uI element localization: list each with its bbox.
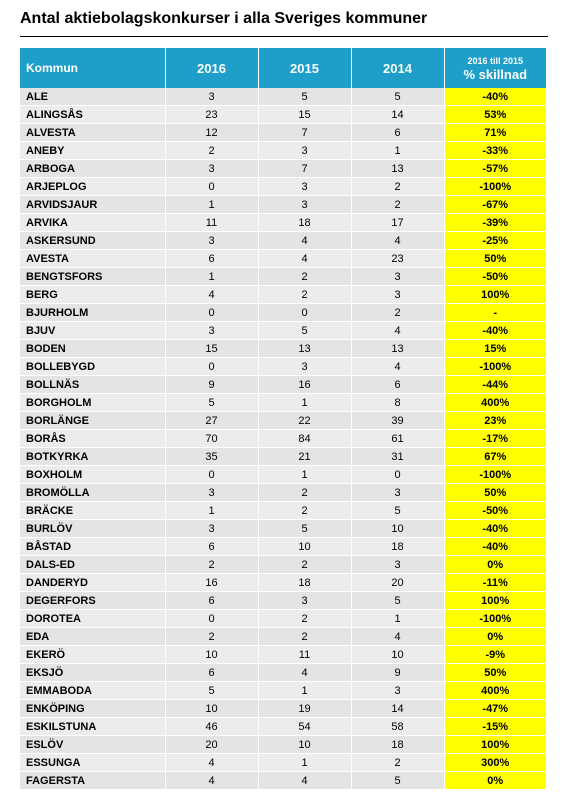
cell-kommun: DANDERYD [20, 574, 165, 592]
cell-2014: 4 [351, 358, 444, 376]
cell-kommun: ALE [20, 88, 165, 106]
cell-pct-change: -40% [444, 538, 546, 556]
header-2015: 2015 [258, 48, 351, 88]
cell-2015: 3 [258, 358, 351, 376]
cell-2015: 2 [258, 268, 351, 286]
cell-pct-change: 400% [444, 394, 546, 412]
cell-pct-change: -50% [444, 268, 546, 286]
cell-pct-change: 0% [444, 628, 546, 646]
cell-2015: 3 [258, 178, 351, 196]
cell-2016: 2 [165, 556, 258, 574]
cell-pct-change: -67% [444, 196, 546, 214]
cell-2015: 18 [258, 574, 351, 592]
cell-2014: 3 [351, 556, 444, 574]
cell-2014: 1 [351, 610, 444, 628]
cell-pct-change: -33% [444, 142, 546, 160]
cell-2014: 3 [351, 286, 444, 304]
cell-2014: 17 [351, 214, 444, 232]
cell-2016: 6 [165, 664, 258, 682]
cell-2016: 2 [165, 142, 258, 160]
table-row [20, 754, 546, 772]
cell-2014: 2 [351, 178, 444, 196]
cell-pct-change: -40% [444, 322, 546, 340]
cell-2014: 5 [351, 88, 444, 106]
cell-kommun: EMMABODA [20, 682, 165, 700]
table-row [20, 358, 546, 376]
cell-kommun: AVESTA [20, 250, 165, 268]
cell-pct-change: -40% [444, 520, 546, 538]
cell-2014: 4 [351, 322, 444, 340]
cell-kommun: DEGERFORS [20, 592, 165, 610]
cell-2014: 2 [351, 754, 444, 772]
cell-2014: 13 [351, 160, 444, 178]
cell-kommun: ARBOGA [20, 160, 165, 178]
cell-2016: 10 [165, 700, 258, 718]
cell-kommun: ESSUNGA [20, 754, 165, 772]
cell-2014: 5 [351, 592, 444, 610]
cell-2015: 1 [258, 682, 351, 700]
table-header-row [20, 48, 546, 88]
cell-2015: 1 [258, 466, 351, 484]
table-row [20, 736, 546, 754]
cell-pct-change: -57% [444, 160, 546, 178]
cell-2016: 3 [165, 232, 258, 250]
cell-2015: 4 [258, 232, 351, 250]
cell-pct-change: 0% [444, 556, 546, 574]
cell-pct-change: 100% [444, 286, 546, 304]
header-pct-change [444, 48, 546, 88]
table-row [20, 592, 546, 610]
table-row [20, 718, 546, 736]
cell-kommun: ARVIKA [20, 214, 165, 232]
cell-kommun: BOLLEBYGD [20, 358, 165, 376]
cell-2016: 9 [165, 376, 258, 394]
cell-2015: 18 [258, 214, 351, 232]
cell-2016: 11 [165, 214, 258, 232]
cell-2015: 2 [258, 484, 351, 502]
cell-pct-change: -25% [444, 232, 546, 250]
cell-kommun: BOTKYRKA [20, 448, 165, 466]
cell-2014: 2 [351, 304, 444, 322]
cell-2016: 5 [165, 394, 258, 412]
cell-kommun: BRÄCKE [20, 502, 165, 520]
cell-2015: 4 [258, 772, 351, 790]
cell-2014: 2 [351, 196, 444, 214]
cell-2014: 5 [351, 772, 444, 790]
cell-2016: 3 [165, 160, 258, 178]
cell-pct-change: 67% [444, 448, 546, 466]
cell-2015: 21 [258, 448, 351, 466]
table-row [20, 124, 546, 142]
cell-2016: 4 [165, 286, 258, 304]
table-row [20, 304, 546, 322]
cell-2016: 46 [165, 718, 258, 736]
cell-kommun: BORLÄNGE [20, 412, 165, 430]
cell-2015: 84 [258, 430, 351, 448]
cell-2016: 0 [165, 304, 258, 322]
title-underline [20, 36, 548, 37]
cell-pct-change: -11% [444, 574, 546, 592]
cell-kommun: BÅSTAD [20, 538, 165, 556]
cell-pct-change: 100% [444, 736, 546, 754]
cell-pct-change: 15% [444, 340, 546, 358]
cell-2015: 5 [258, 88, 351, 106]
cell-2016: 3 [165, 322, 258, 340]
cell-2016: 0 [165, 358, 258, 376]
header-2014: 2014 [351, 48, 444, 88]
cell-pct-change: -50% [444, 502, 546, 520]
cell-pct-change: -100% [444, 610, 546, 628]
cell-2016: 70 [165, 430, 258, 448]
cell-kommun: BURLÖV [20, 520, 165, 538]
cell-2015: 1 [258, 754, 351, 772]
cell-2015: 2 [258, 610, 351, 628]
cell-2016: 0 [165, 178, 258, 196]
cell-2016: 12 [165, 124, 258, 142]
cell-2016: 20 [165, 736, 258, 754]
cell-2016: 0 [165, 610, 258, 628]
cell-kommun: BERG [20, 286, 165, 304]
cell-2016: 27 [165, 412, 258, 430]
cell-kommun: EKSJÖ [20, 664, 165, 682]
cell-2016: 10 [165, 646, 258, 664]
cell-kommun: FAGERSTA [20, 772, 165, 790]
cell-pct-change: 300% [444, 754, 546, 772]
cell-2016: 3 [165, 484, 258, 502]
cell-2014: 3 [351, 484, 444, 502]
table-row [20, 394, 546, 412]
cell-2015: 3 [258, 196, 351, 214]
cell-2016: 35 [165, 448, 258, 466]
cell-2014: 18 [351, 538, 444, 556]
header-pct-bottom: % skillnad [463, 67, 528, 82]
cell-2015: 3 [258, 142, 351, 160]
cell-2014: 23 [351, 250, 444, 268]
cell-2014: 10 [351, 646, 444, 664]
cell-2014: 6 [351, 376, 444, 394]
table-row [20, 340, 546, 358]
table-row [20, 682, 546, 700]
cell-2014: 3 [351, 268, 444, 286]
table-row [20, 214, 546, 232]
cell-2016: 1 [165, 268, 258, 286]
table-row [20, 610, 546, 628]
cell-kommun: BJUV [20, 322, 165, 340]
table-row [20, 466, 546, 484]
cell-pct-change: 23% [444, 412, 546, 430]
cell-kommun: BROMÖLLA [20, 484, 165, 502]
cell-kommun: EKERÖ [20, 646, 165, 664]
table-row [20, 772, 546, 790]
cell-2015: 54 [258, 718, 351, 736]
table-row [20, 520, 546, 538]
cell-kommun: BENGTSFORS [20, 268, 165, 286]
table-row [20, 376, 546, 394]
cell-pct-change: -47% [444, 700, 546, 718]
cell-2014: 4 [351, 232, 444, 250]
cell-2015: 7 [258, 124, 351, 142]
cell-2016: 6 [165, 250, 258, 268]
cell-pct-change: - [444, 304, 546, 322]
cell-kommun: BOXHOLM [20, 466, 165, 484]
cell-2014: 5 [351, 502, 444, 520]
cell-2015: 3 [258, 592, 351, 610]
cell-2014: 13 [351, 340, 444, 358]
cell-pct-change: 100% [444, 592, 546, 610]
page-title: Antal aktiebolagskonkurser i alla Sveriges kommuner [20, 10, 428, 27]
cell-pct-change: -15% [444, 718, 546, 736]
cell-2014: 39 [351, 412, 444, 430]
cell-2015: 4 [258, 250, 351, 268]
header-2016: 2016 [165, 48, 258, 88]
table-row [20, 574, 546, 592]
table-row [20, 412, 546, 430]
table-row [20, 232, 546, 250]
cell-2015: 10 [258, 538, 351, 556]
table-row [20, 160, 546, 178]
table-row [20, 448, 546, 466]
cell-2014: 10 [351, 520, 444, 538]
cell-2014: 14 [351, 106, 444, 124]
cell-2014: 58 [351, 718, 444, 736]
cell-kommun: BORGHOLM [20, 394, 165, 412]
cell-kommun: BOLLNÄS [20, 376, 165, 394]
cell-pct-change: -17% [444, 430, 546, 448]
cell-kommun: EDA [20, 628, 165, 646]
cell-2014: 3 [351, 682, 444, 700]
cell-2014: 61 [351, 430, 444, 448]
cell-2014: 4 [351, 628, 444, 646]
cell-2016: 6 [165, 538, 258, 556]
cell-pct-change: 400% [444, 682, 546, 700]
table-row [20, 142, 546, 160]
cell-2015: 5 [258, 322, 351, 340]
cell-2015: 0 [258, 304, 351, 322]
cell-kommun: DOROTEA [20, 610, 165, 628]
cell-kommun: ALINGSÅS [20, 106, 165, 124]
cell-2015: 13 [258, 340, 351, 358]
cell-2016: 3 [165, 88, 258, 106]
bankruptcy-table [20, 48, 546, 790]
table-row [20, 196, 546, 214]
cell-pct-change: -44% [444, 376, 546, 394]
cell-kommun: BODEN [20, 340, 165, 358]
cell-2014: 18 [351, 736, 444, 754]
cell-pct-change: -100% [444, 358, 546, 376]
cell-2015: 2 [258, 556, 351, 574]
cell-kommun: ANEBY [20, 142, 165, 160]
cell-2015: 2 [258, 502, 351, 520]
table-row [20, 286, 546, 304]
cell-pct-change: 50% [444, 484, 546, 502]
cell-pct-change: 50% [444, 664, 546, 682]
cell-2014: 31 [351, 448, 444, 466]
cell-2016: 3 [165, 520, 258, 538]
cell-2014: 6 [351, 124, 444, 142]
header-kommun: Kommun [20, 48, 165, 88]
cell-kommun: BORÅS [20, 430, 165, 448]
cell-pct-change: -39% [444, 214, 546, 232]
cell-pct-change: 71% [444, 124, 546, 142]
cell-2015: 1 [258, 394, 351, 412]
cell-pct-change: 50% [444, 250, 546, 268]
table-row [20, 268, 546, 286]
cell-kommun: ESLÖV [20, 736, 165, 754]
cell-2015: 10 [258, 736, 351, 754]
cell-pct-change: 0% [444, 772, 546, 790]
header-pct-top: 2016 till 2015 [467, 56, 524, 66]
cell-2016: 6 [165, 592, 258, 610]
cell-kommun: ARJEPLOG [20, 178, 165, 196]
cell-2016: 5 [165, 682, 258, 700]
cell-2016: 16 [165, 574, 258, 592]
table-row [20, 556, 546, 574]
cell-kommun: ALVESTA [20, 124, 165, 142]
cell-kommun: ARVIDSJAUR [20, 196, 165, 214]
cell-2015: 4 [258, 664, 351, 682]
cell-2016: 0 [165, 466, 258, 484]
cell-pct-change: 53% [444, 106, 546, 124]
cell-2014: 0 [351, 466, 444, 484]
table-row [20, 88, 546, 106]
cell-pct-change: -9% [444, 646, 546, 664]
table-row [20, 628, 546, 646]
cell-2016: 23 [165, 106, 258, 124]
cell-2016: 2 [165, 628, 258, 646]
cell-kommun: ENKÖPING [20, 700, 165, 718]
cell-2014: 1 [351, 142, 444, 160]
cell-2016: 1 [165, 196, 258, 214]
table-row [20, 106, 546, 124]
cell-2015: 11 [258, 646, 351, 664]
cell-2015: 2 [258, 628, 351, 646]
cell-kommun: ASKERSUND [20, 232, 165, 250]
table-row [20, 502, 546, 520]
cell-2016: 1 [165, 502, 258, 520]
cell-kommun: ESKILSTUNA [20, 718, 165, 736]
cell-kommun: DALS-ED [20, 556, 165, 574]
cell-2014: 9 [351, 664, 444, 682]
cell-2016: 4 [165, 754, 258, 772]
table-body [20, 88, 546, 790]
table-row [20, 700, 546, 718]
cell-pct-change: -100% [444, 466, 546, 484]
cell-2015: 16 [258, 376, 351, 394]
cell-2015: 2 [258, 286, 351, 304]
cell-2016: 4 [165, 772, 258, 790]
cell-2014: 20 [351, 574, 444, 592]
table-row [20, 322, 546, 340]
cell-2014: 14 [351, 700, 444, 718]
cell-2015: 15 [258, 106, 351, 124]
cell-2015: 22 [258, 412, 351, 430]
cell-kommun: BJURHOLM [20, 304, 165, 322]
cell-2015: 7 [258, 160, 351, 178]
cell-pct-change: -40% [444, 88, 546, 106]
table-row [20, 538, 546, 556]
table-row [20, 178, 546, 196]
table-row [20, 430, 546, 448]
table-row [20, 250, 546, 268]
cell-2015: 5 [258, 520, 351, 538]
cell-2015: 19 [258, 700, 351, 718]
cell-2016: 15 [165, 340, 258, 358]
table-row [20, 484, 546, 502]
cell-pct-change: -100% [444, 178, 546, 196]
table-row [20, 646, 546, 664]
cell-2014: 8 [351, 394, 444, 412]
table-row [20, 664, 546, 682]
